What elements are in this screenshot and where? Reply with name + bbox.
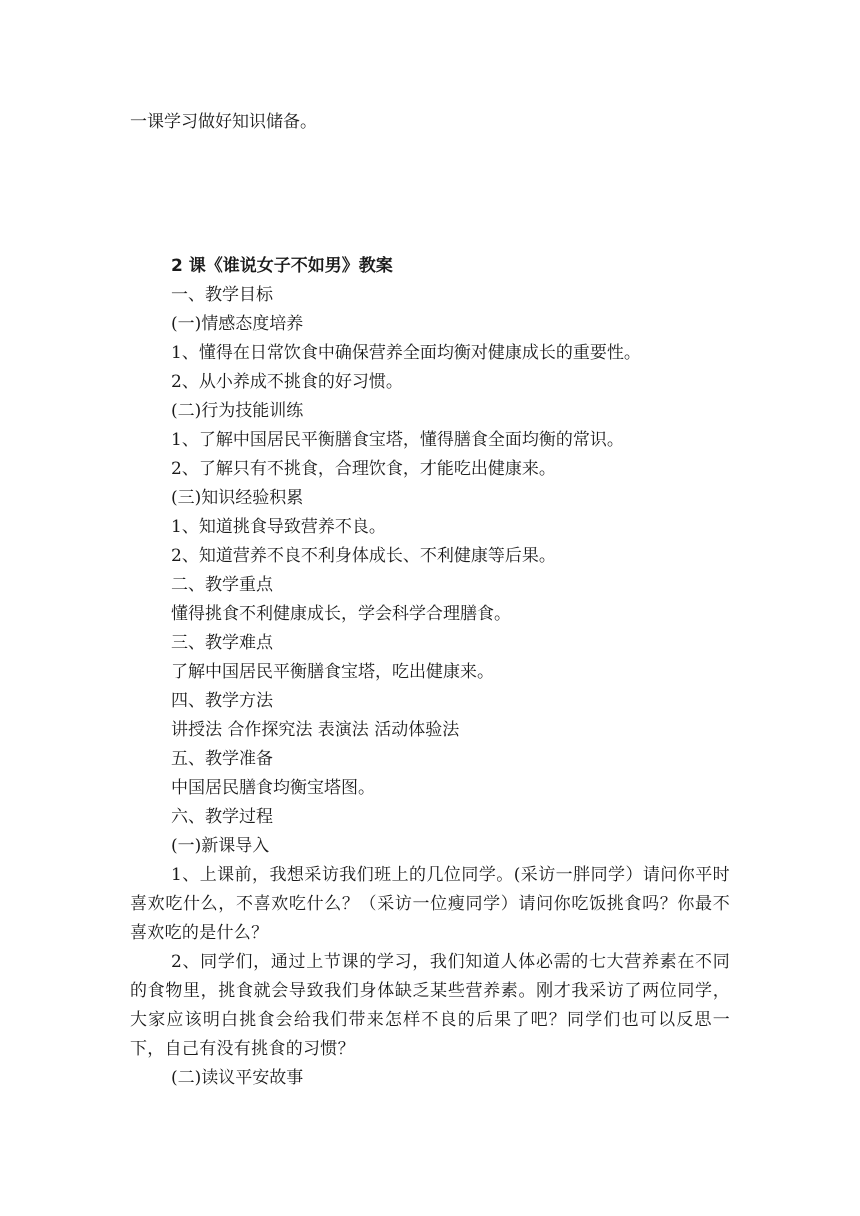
list-item: 1、了解中国居民平衡膳食宝塔，懂得膳食全面均衡的常识。	[171, 430, 624, 450]
list-item: 1、知道挑食导致营养不良。	[171, 517, 386, 537]
section-heading: 三、教学难点	[171, 633, 273, 653]
body-line: 讲授法 合作探究法 表演法 活动体验法	[171, 720, 460, 740]
list-item: 2、了解只有不挑食，合理饮食，才能吃出健康来。	[171, 459, 556, 479]
list-item: 2、知道营养不良不利身体成长、不利健康等后果。	[171, 546, 556, 566]
subsection-heading: (二)读议平安故事	[171, 1068, 304, 1088]
subsection-heading: (三)知识经验积累	[171, 488, 304, 508]
paragraph: 2、同学们，通过上节课的学习，我们知道人体必需的七大营养素在不同的食物里，挑食就会导致我们身体缺乏某些营养素。刚才我采访了两位同学，大家应该明白挑食会给我们带来怎样不良的后果了吧？同学们也可以反思一下，自己有没有挑食的习惯？	[130, 952, 730, 1059]
section-heading: 五、教学准备	[171, 749, 273, 769]
body-line: 中国居民膳食均衡宝塔图。	[171, 778, 375, 798]
list-item: 1、懂得在日常饮食中确保营养全面均衡对健康成长的重要性。	[171, 343, 641, 363]
lesson-title: 2 课《谁说女子不如男》教案	[171, 256, 393, 276]
body-line: 了解中国居民平衡膳食宝塔，吃出健康来。	[171, 662, 494, 682]
subsection-heading: (一)情感态度培养	[171, 314, 304, 334]
section-heading: 二、教学重点	[171, 575, 273, 595]
section-heading: 一、教学目标	[171, 285, 273, 305]
subsection-heading: (二)行为技能训练	[171, 401, 304, 421]
body-line: 懂得挑食不利健康成长，学会科学合理膳食。	[171, 604, 511, 624]
section-heading: 四、教学方法	[171, 691, 273, 711]
lesson-plan	[130, 252, 730, 1093]
paragraph: 1、上课前，我想采访我们班上的几位同学。(采访一胖同学）请问你平时喜欢吃什么，不喜欢吃什么？（采访一位瘦同学）请问你吃饭挑食吗？你最不喜欢吃的是什么？	[130, 865, 730, 943]
subsection-heading: (一)新课导入	[171, 836, 270, 856]
section-heading: 六、教学过程	[171, 807, 273, 827]
carryover-text: 一课学习做好知识储备。	[130, 112, 317, 132]
list-item: 2、从小养成不挑食的好习惯。	[171, 372, 403, 392]
